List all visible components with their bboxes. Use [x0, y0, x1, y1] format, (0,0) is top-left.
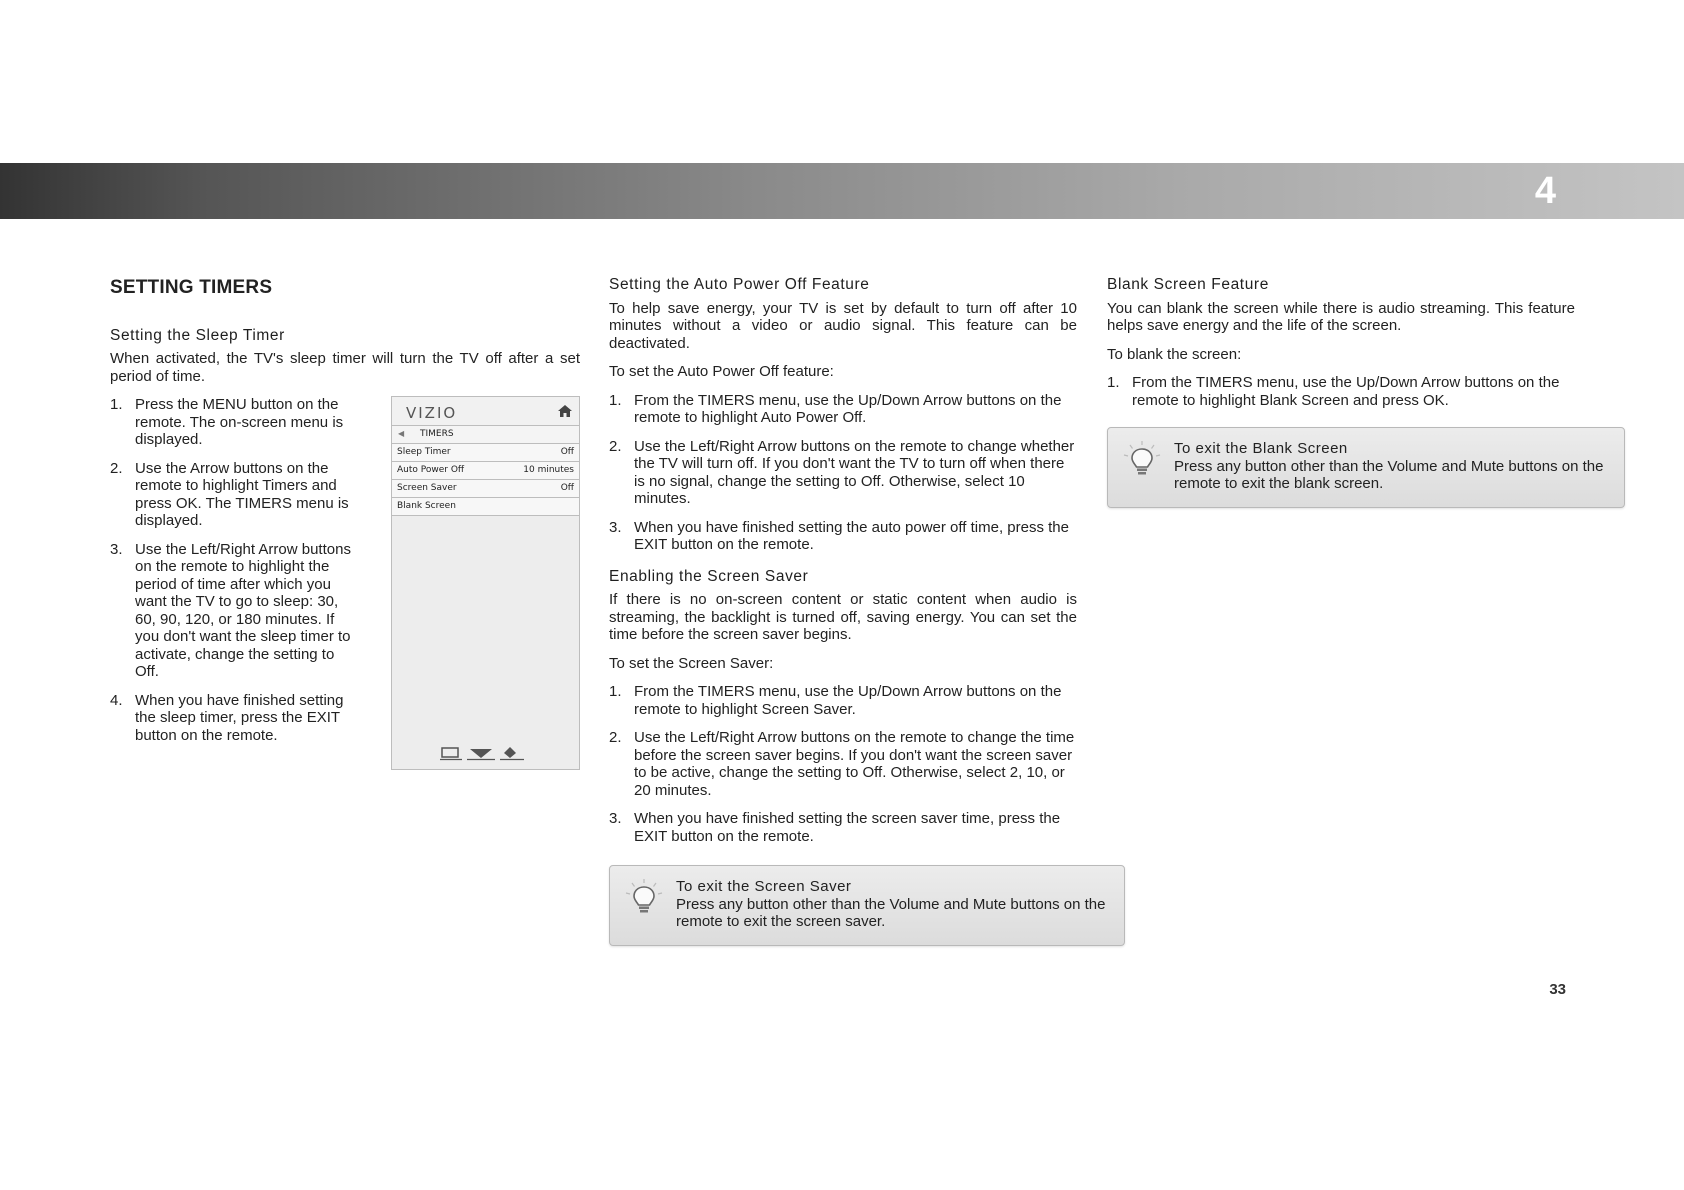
down-arrow-icon: [467, 749, 495, 760]
row-value: Off: [560, 483, 574, 493]
step-text: When you have finished setting the screen saver time, press the EXIT button on the remote.: [634, 810, 1061, 845]
list-item: [110, 541, 357, 681]
row-label: Screen Saver: [397, 483, 457, 493]
step-text: Use the Arrow buttons on the remote to highlight Timers and press OK. The TIMERS menu is displayed.: [135, 459, 349, 529]
list-item: [609, 519, 1077, 554]
screen-saver-intro: If there is no on-screen content or static content when audio is streaming, the backlight is turned off, saving energy. You can set the time before the screen saver begins.: [609, 591, 1077, 643]
list-item: [609, 729, 1077, 799]
chapter-header-bar: [0, 163, 1684, 219]
list-item: [1107, 374, 1575, 409]
tv-menu-breadcrumb: [392, 426, 579, 444]
back-icon: ◀: [398, 429, 405, 438]
section-title: SETTING TIMERS: [110, 277, 273, 298]
list-item: [609, 810, 1077, 845]
step-number: 1.: [609, 683, 622, 700]
step-number: 3.: [609, 810, 622, 827]
tv-menu-row-sleep-timer: [392, 444, 579, 462]
blank-screen-lead: To blank the screen:: [1107, 345, 1242, 363]
step-number: 4.: [110, 691, 123, 709]
tip-body: Press any button other than the Volume and Mute buttons on the remote to exit the screen saver.: [676, 895, 1106, 930]
step-text: From the TIMERS menu, use the Up/Down Arrow buttons on the remote to highlight Screen Saver.: [634, 683, 1062, 718]
tip-body: Press any button other than the Volume and Mute buttons on the remote to exit the blank screen.: [1174, 457, 1604, 492]
tv-menu-row-screen-saver: [392, 480, 579, 498]
blank-screen-steps: [1107, 374, 1575, 409]
list-item: [609, 683, 1077, 718]
sleep-timer-heading: Setting the Sleep Timer: [110, 326, 285, 344]
sleep-timer-intro: When activated, the TV's sleep timer will turn the TV off after a set period of time.: [110, 350, 580, 385]
blank-screen-heading: Blank Screen Feature: [1107, 276, 1269, 293]
auto-power-off-lead: To set the Auto Power Off feature:: [609, 363, 834, 380]
row-value: 10 minutes: [523, 465, 574, 475]
tv-menu-row-auto-power-off: [392, 462, 579, 480]
auto-power-off-intro: To help save energy, your TV is set by default to turn off after 10 minutes without a video or audio signal. This feature can be deactivated.: [609, 299, 1077, 352]
auto-power-off-steps: [609, 392, 1077, 554]
list-item: [609, 392, 1077, 427]
list-item: [110, 460, 357, 530]
breadcrumb-label: TIMERS: [420, 429, 454, 439]
step-text: When you have finished setting the auto power off time, press the EXIT button on the remote.: [634, 518, 1069, 553]
tv-menu-footer-icons: [440, 745, 526, 761]
step-number: 2.: [609, 729, 622, 746]
step-number: 3.: [609, 518, 622, 536]
list-item: [609, 438, 1077, 508]
row-label: Blank Screen: [397, 501, 456, 511]
list-item: [110, 692, 357, 745]
step-number: 1.: [1107, 374, 1120, 391]
step-text: Use the Left/Right Arrow buttons on the remote to change whether the TV will turn off. If you don't want the TV to turn off when there is no signal, change the setting to Off. Otherwise, select 10 minutes.: [634, 437, 1075, 507]
step-text: From the TIMERS menu, use the Up/Down Arrow buttons on the remote to highlight Auto Power Off.: [634, 391, 1062, 426]
step-text: Press the MENU button on the remote. The on-screen menu is displayed.: [135, 396, 344, 448]
row-value: Off: [560, 447, 574, 457]
step-number: 2.: [609, 437, 622, 455]
step-number: 1.: [110, 396, 123, 413]
blank-screen-intro: You can blank the screen while there is audio streaming. This feature helps save energy and the life of the screen.: [1107, 299, 1575, 334]
screen-saver-lead: To set the Screen Saver:: [609, 654, 774, 672]
screen-saver-tip-box: [609, 865, 1125, 946]
screen-saver-heading: Enabling the Screen Saver: [609, 567, 809, 585]
row-label: Auto Power Off: [397, 465, 465, 475]
tv-menu-illustration: [391, 396, 580, 770]
step-text: From the TIMERS menu, use the Up/Down Arrow buttons on the remote to highlight Blank Screen and press OK.: [1132, 374, 1560, 409]
column-auto-power-and-screen-saver: [609, 276, 1106, 946]
page-number: 33: [1549, 981, 1566, 998]
step-text: Use the Left/Right Arrow buttons on the remote to highlight the period of time after which you want the TV to go to sleep: 30, 60, 90, 120, or 180 minutes. If you don't want the sleep timer to activate, change the setting to Off.: [135, 540, 351, 680]
step-text: Use the Left/Right Arrow buttons on the remote to change the time before the screen saver begins. If you don't want the screen saver to be active, change the setting to Off. Otherwise, select 2, 10, or 20 minutes.: [634, 729, 1075, 799]
wide-icon: [440, 748, 462, 760]
lightbulb-icon: [1122, 440, 1162, 480]
home-icon: [557, 403, 573, 419]
column-blank-screen: [1107, 276, 1604, 508]
step-number: 3.: [110, 540, 123, 558]
tip-title: To exit the Blank Screen: [1174, 440, 1348, 457]
list-item: [110, 396, 357, 449]
tip-title: To exit the Screen Saver: [676, 878, 852, 895]
tv-menu-row-blank-screen: [392, 498, 579, 516]
tv-brand-logo: VIZIO: [406, 404, 458, 422]
auto-power-off-heading: Setting the Auto Power Off Feature: [609, 276, 870, 293]
lightbulb-icon: [624, 878, 664, 918]
tv-menu-header: [392, 397, 579, 426]
step-number: 2.: [110, 459, 123, 477]
screen-saver-steps: [609, 683, 1077, 845]
chapter-number: 4: [1534, 170, 1556, 212]
step-text: When you have finished setting the sleep timer, press the EXIT button on the remote.: [135, 691, 344, 744]
pointer-icon: [500, 747, 524, 760]
row-label: Sleep Timer: [397, 447, 451, 457]
step-number: 1.: [609, 391, 622, 409]
blank-screen-tip-box: [1107, 427, 1625, 508]
